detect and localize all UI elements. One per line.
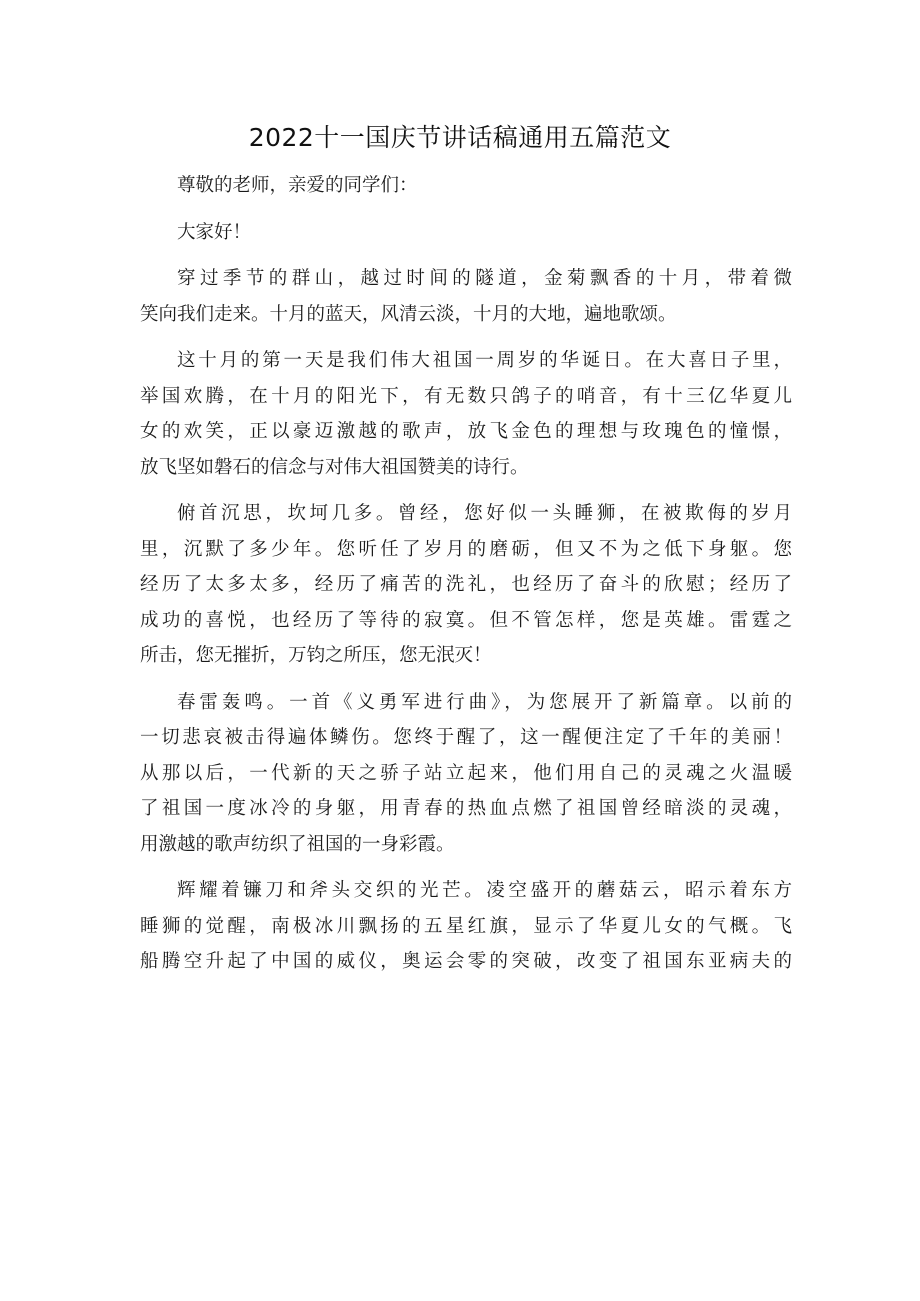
paragraph-line: 这十月的第一天是我们伟大祖国一周岁的华诞日。在大喜日子里， bbox=[177, 350, 792, 371]
paragraph bbox=[140, 215, 792, 251]
paragraph bbox=[140, 496, 792, 674]
paragraph-line: 春雷轰鸣。一首《义勇军进行曲》，为您展开了新篇章。以前的 bbox=[177, 691, 792, 713]
paragraph-line: 睡狮的觉醒，南极冰川飘扬的五星红旗，显示了华夏儿女的气概。飞 bbox=[140, 915, 792, 937]
paragraph-line: 经历了太多太多，经历了痛苦的洗礼，也经历了奋斗的欣慰；经历了 bbox=[140, 574, 792, 595]
document-body bbox=[140, 168, 792, 991]
document-title: 2022十一国庆节讲话稿通用五篇范文 bbox=[248, 123, 672, 152]
paragraph bbox=[140, 685, 792, 863]
paragraph-line: 举国欢腾，在十月的阳光下，有无数只鸽子的哨音，有十三亿华夏儿 bbox=[140, 385, 792, 407]
paragraph bbox=[140, 873, 792, 980]
paragraph-line: 尊敬的老师，亲爱的同学们： bbox=[177, 175, 418, 196]
paragraph-line: 从那以后，一代新的天之骄子站立起来，他们用自己的灵魂之火温暖 bbox=[140, 762, 792, 784]
paragraph-line: 辉耀着镰刀和斧头交织的光芒。凌空盛开的蘑菇云，昭示着东方 bbox=[177, 880, 792, 901]
paragraph-line: 放飞坚如磐石的信念与对伟大祖国赞美的诗行。 bbox=[140, 456, 529, 478]
paragraph bbox=[140, 261, 792, 332]
paragraph-line: 笑向我们走来。十月的蓝天，风清云淡，十月的大地，遍地歌颂。 bbox=[140, 303, 677, 325]
paragraph-line: 船腾空升起了中国的威仪，奥运会零的突破，改变了祖国东亚病夫的 bbox=[140, 951, 792, 972]
paragraph-line: 里，沉默了多少年。您听任了岁月的磨砺，但又不为之低下身躯。您 bbox=[140, 538, 792, 560]
paragraph-line: 穿过季节的群山，越过时间的隧道，金菊飘香的十月，带着微 bbox=[177, 268, 792, 289]
paragraph-line: 俯首沉思，坎坷几多。曾经，您好似一头睡狮，在被欺侮的岁月 bbox=[177, 503, 792, 524]
paragraph-line: 了祖国一度冰冷的身躯，用青春的热血点燃了祖国曾经暗淡的灵魂， bbox=[140, 798, 792, 819]
paragraph-line: 成功的喜悦，也经历了等待的寂寞。但不管怎样，您是英雄。雷霆之 bbox=[140, 609, 792, 631]
paragraph bbox=[140, 343, 792, 485]
paragraph bbox=[140, 168, 792, 204]
paragraph-line: 所击，您无摧折，万钧之所压，您无泯灭！ bbox=[140, 645, 492, 666]
paragraph-line: 一切悲哀被击得遍体鳞伤。您终于醒了，这一醒便注定了千年的美丽！ bbox=[140, 727, 792, 748]
paragraph-line: 女的欢笑，正以豪迈激越的歌声，放飞金色的理想与玫瑰色的憧憬， bbox=[140, 421, 792, 442]
paragraph-line: 用激越的歌声纺织了祖国的一身彩霞。 bbox=[140, 833, 455, 855]
paragraph-line: 大家好！ bbox=[177, 221, 252, 243]
